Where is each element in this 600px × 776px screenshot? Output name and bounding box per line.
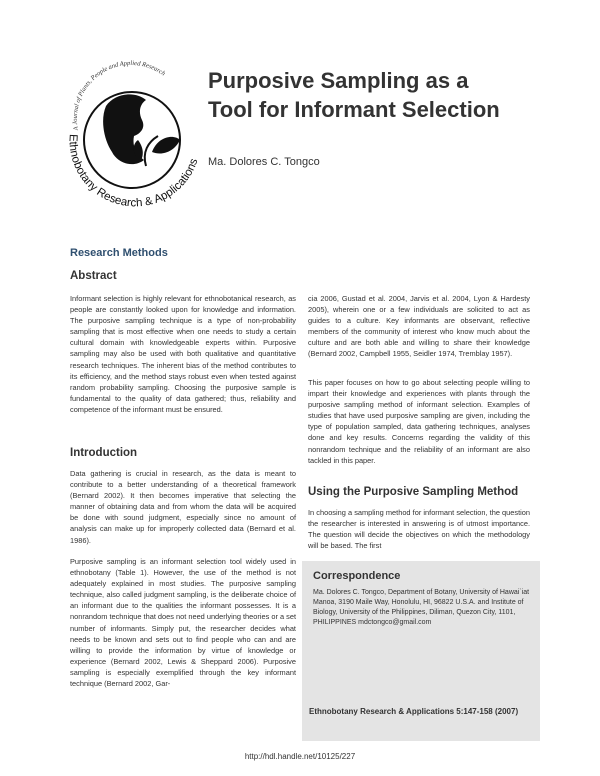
intro-paragraph-1: Data gathering is crucial in research, as the data is meant to contribute to a better understanding of a theoretical framework (Bernard 2002). It then becomes imperative that selecting the manner of obtaining data and from whom the data will be acquired be done with sound judgment, especially since no amount of analysis can make up for improperly collected data (Bernard et al. 1986). [70,469,296,545]
citation-footer: Ethnobotany Research & Applications 5:147-158 (2007) [309,707,519,716]
title-line-1: Purposive Sampling as a [208,68,469,93]
correspondence-body: Ma. Dolores C. Tongco, Department of Botany, University of Hawai`iat Manoa, 3190 Maile Way, Honolulu, HI, 96822 U.S.A. and Institute of Biology, University of the Philippines, Diliman, Quezon City, 1101, PHILIPPINES mdctongco@gmail.com [313,589,530,626]
logo-arc-text: A Journal of Plants, People and Applied Research [71,59,167,131]
abstract-heading: Abstract [70,270,117,282]
paper-title [208,66,578,124]
section-label: Research Methods [70,247,168,259]
col2-paragraph-3: In choosing a sampling method for informant selection, the question the researcher is interested in answering is of utmost importance. The question will decide the objectives on which the methodology will be based. The first [308,508,530,551]
method-heading: Using the Purposive Sampling Method [308,486,519,498]
handle-url[interactable]: http://hdl.handle.net/10125/227 [244,752,356,761]
title-line-2: Tool for Informant Selection [208,97,500,122]
abstract-text: Informant selection is highly relevant for ethnobotanical research, as people are constantly looked upon for knowledge and information. The purposive sampling technique is a type of non-probability sampling that is most effective when one needs to study a certain cultural domain with knowledgeable experts within. Purposive sampling may also be used with both qualitative and quantitative research techniques. The inherent bias of the method contributes to its efficiency, and the method stays robust even when tested against random probability sampling. Choosing the purposive sample is fundamental to the quality of data gathered; thus, reliability and competence of the informant must be ensured. [70,294,296,414]
col2-paragraph-2: This paper focuses on how to go about selecting people willing to impart their knowledge and experiences with plants through the purposive sampling method of informant selection. Examples of studies that have used purposive sampling are given, including the type of population sampled, data gathering techniques, analyses done and key results. Concerns regarding the validity of this nonrandom technique and the reliability of an informant are also tackled in this paper. [308,378,530,465]
author-name: Ma. Dolores C. Tongco [208,156,320,168]
intro-paragraph-2: Purposive sampling is an informant selection tool widely used in ethnobotany (Table 1). However, the use of the method is not adequately explained in most studies. The purposive sampling technique, also called judgment sampling, is the deliberate choice of an informant due to the qualities the informant possesses. It is a nonrandom technique that does not need underlying theories or a set number of informants. Simply put, the researcher decides what needs to be known and sets out to find people who can and are willing to provide the information by virtue of knowledge or experience (Bernard 2002, Lewis & Sheppard 2006). Purposive sampling is especially exemplified through the key informant technique (Bernard 2002, Gar- [70,557,296,689]
col2-paragraph-1: cia 2006, Gustad et al. 2004, Jarvis et al. 2004, Lyon & Hardesty 2005), wherein one or a few individuals are solicited to act as guides to a culture. Key informants are observant, reflective members of the community of interest who know much about the culture and are both able and willing to share their knowledge (Bernard 2002, Campbell 1955, Seidler 1974, Tremblay 1957). [308,294,530,359]
introduction-heading: Introduction [70,447,138,459]
logo-journal-name: Ethnobotany Research & Applications [66,133,201,210]
journal-logo [48,56,208,216]
correspondence-heading: Correspondence [313,570,401,582]
